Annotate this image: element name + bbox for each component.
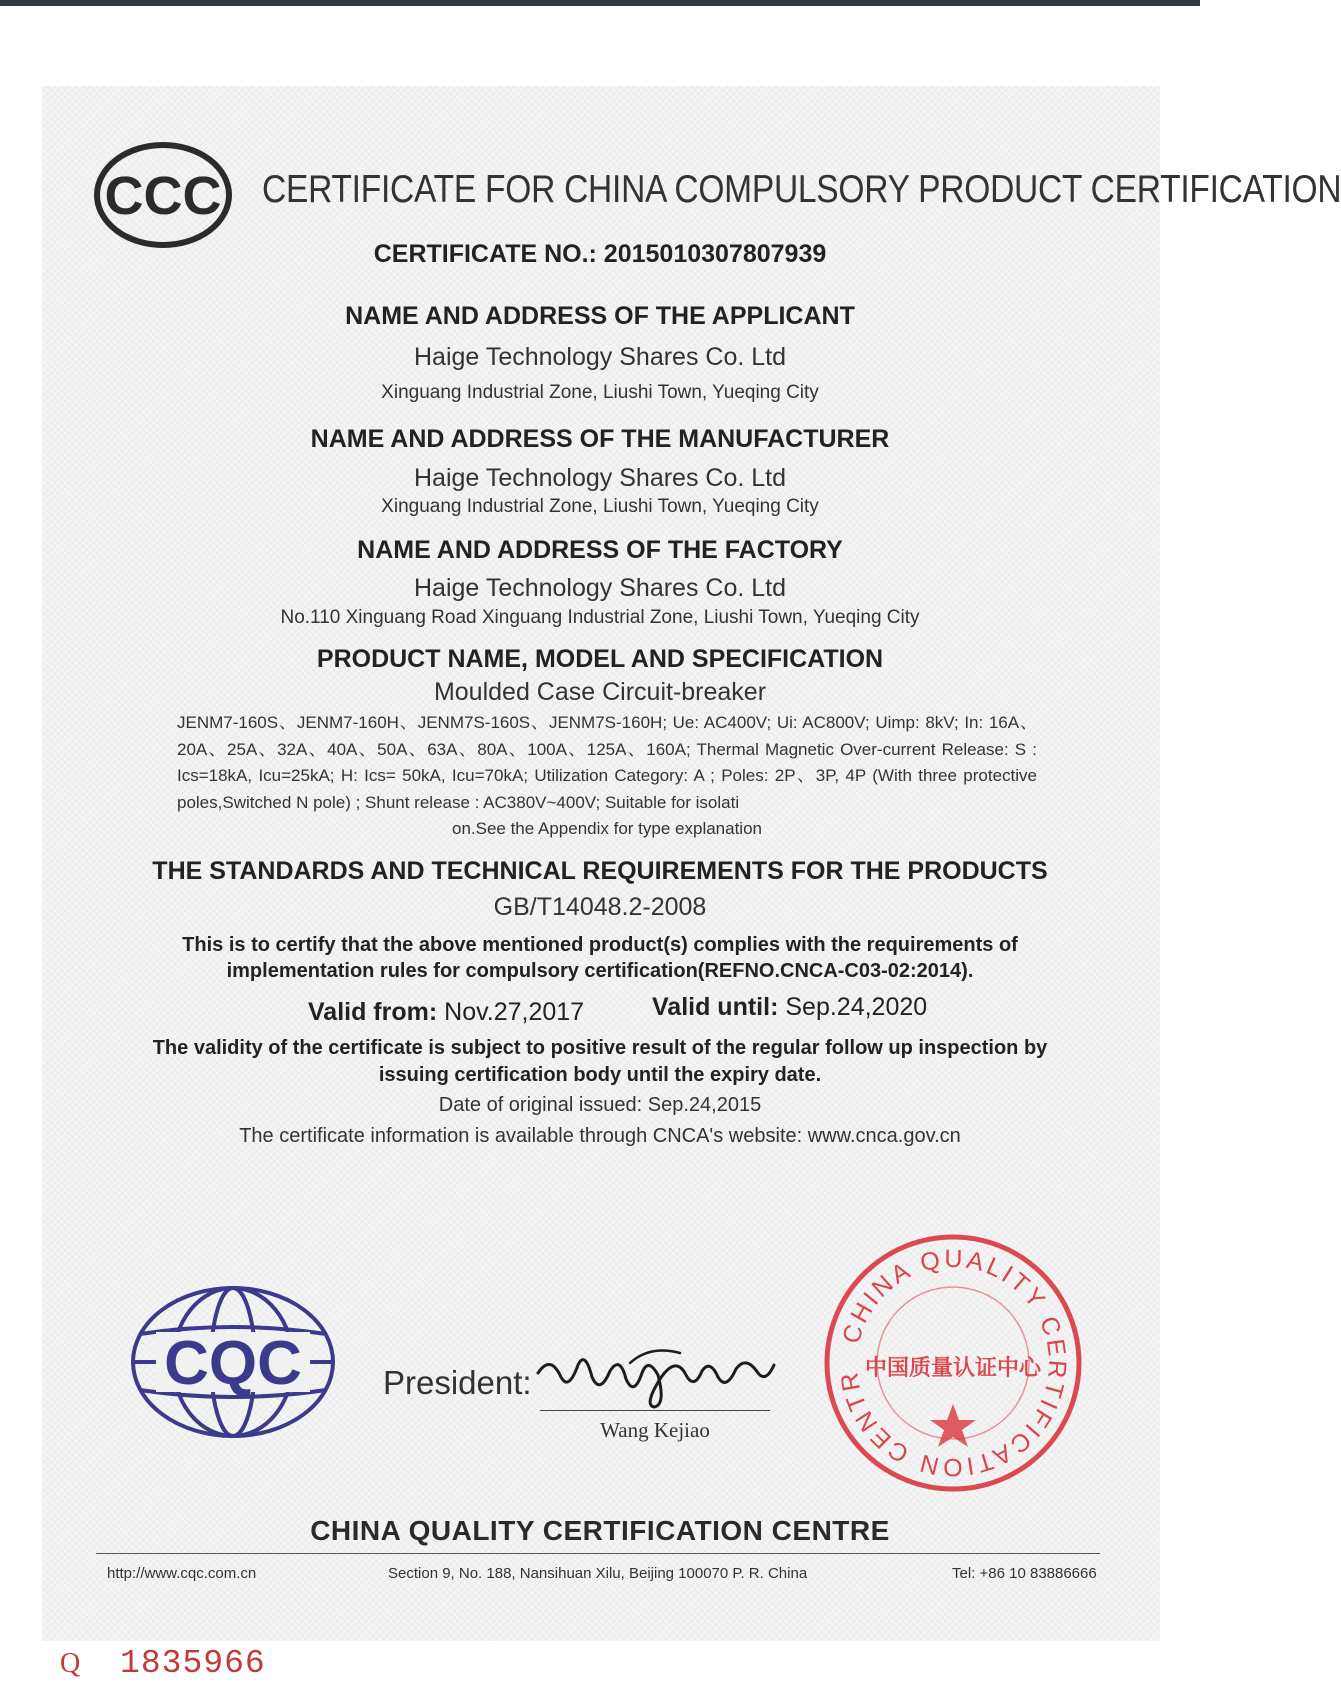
certification-statement-line2: implementation rules for compulsory certification(REFNO.CNCA-C03-02:2014). — [226, 960, 974, 982]
top-border-bar — [0, 0, 1200, 6]
applicant-name: Haige Technology Shares Co. Ltd — [414, 343, 786, 371]
manufacturer-heading: NAME AND ADDRESS OF THE MANUFACTURER — [310, 425, 890, 453]
factory-heading: NAME AND ADDRESS OF THE FACTORY — [357, 536, 843, 564]
standards-value: GB/T14048.2-2008 — [493, 893, 707, 921]
applicant-address: Xinguang Industrial Zone, Liushi Town, Yueqing City — [381, 382, 819, 403]
manufacturer-address: Xinguang Industrial Zone, Liushi Town, Yueqing City — [381, 496, 819, 517]
valid-until-label: Valid until: — [652, 993, 779, 1021]
president-label: President: — [383, 1364, 532, 1401]
validity-note-line1: The validity of the certificate is subject to positive result of the regular follow up inspection by — [152, 1037, 1048, 1059]
original-issue-date: Date of original issued: Sep.24,2015 — [438, 1094, 762, 1116]
footer-tel: Tel: +86 10 83886666 — [952, 1565, 1097, 1582]
serial-number — [60, 1645, 266, 1682]
footer-organization: CHINA QUALITY CERTIFICATION CENTRE — [310, 1515, 890, 1546]
president-name: Wang Kejiao — [600, 1418, 710, 1442]
spec-body: JENM7-160S、JENM7-160H、JENM7S-160S、JENM7S-160H; Ue: AC400V; Ui: AC800V; Uimp: 8kV; In: 16A、20A、25A、32A、40A、50A、63A、80A、100A、125A、160A; Thermal Magnetic Over-current Release: S : Ics=18kA, Icu=25kA; H: Ics= 50kA, Icu=70kA; Utilization Category: A ; Poles: 2P、3P, 4P (With three protective poles,Switched N pole) ; Shunt release : AC380V~400V; Suitable for isolati — [177, 713, 1037, 812]
valid-until — [652, 993, 927, 1022]
serial-prefix: Q — [60, 1648, 82, 1679]
valid-from-label: Valid from: — [308, 998, 438, 1026]
manufacturer-name: Haige Technology Shares Co. Ltd — [414, 464, 786, 492]
president-signature — [530, 1335, 780, 1410]
footer-rule — [96, 1553, 1100, 1554]
valid-from-value: Nov.27,2017 — [444, 998, 585, 1026]
cqc-logo — [128, 1282, 338, 1442]
certificate-info: The certificate information is available through CNCA's website: www.cnca.gov.cn — [239, 1125, 961, 1147]
svg-text:CHINA QUALITY CERTIFICATION CE: CHINA QUALITY CERTIFICATION CENTR — [834, 1244, 1072, 1482]
svg-text:CQC: CQC — [164, 1329, 302, 1398]
spec-tail: on.See the Appendix for type explanation — [451, 819, 762, 838]
ccc-logo — [92, 140, 234, 250]
standards-heading: THE STANDARDS AND TECHNICAL REQUIREMENTS FOR THE PRODUCTS — [152, 857, 1048, 885]
factory-name: Haige Technology Shares Co. Ltd — [414, 574, 786, 602]
valid-from — [308, 998, 584, 1027]
valid-until-value: Sep.24,2020 — [785, 993, 928, 1021]
certificate-number: CERTIFICATE NO.: 2015010307807939 — [373, 240, 827, 268]
certificate-title: CERTIFICATE FOR CHINA COMPULSORY PRODUCT CERTIFICATION — [262, 168, 1341, 211]
serial-value: 1835966 — [120, 1645, 266, 1682]
svg-text:中国质量认证中心: 中国质量认证中心 — [864, 1356, 1042, 1381]
product-specification — [177, 710, 1037, 843]
certification-statement-line1: This is to certify that the above mentioned product(s) complies with the requirements of — [182, 934, 1018, 956]
certification-stamp — [822, 1232, 1084, 1494]
footer-address: Section 9, No. 188, Nansihuan Xilu, Beijing 100070 P. R. China — [388, 1565, 808, 1582]
svg-text:CCC: CCC — [104, 166, 222, 226]
signature-line — [540, 1410, 770, 1411]
validity-note-line2: issuing certification body until the expiry date. — [378, 1064, 822, 1086]
footer-website[interactable]: http://www.cqc.com.cn — [107, 1565, 257, 1582]
applicant-heading: NAME AND ADDRESS OF THE APPLICANT — [345, 302, 855, 330]
product-name: Moulded Case Circuit-breaker — [433, 678, 767, 706]
factory-address: No.110 Xinguang Road Xinguang Industrial Zone, Liushi Town, Yueqing City — [280, 607, 920, 628]
product-heading: PRODUCT NAME, MODEL AND SPECIFICATION — [316, 645, 884, 673]
